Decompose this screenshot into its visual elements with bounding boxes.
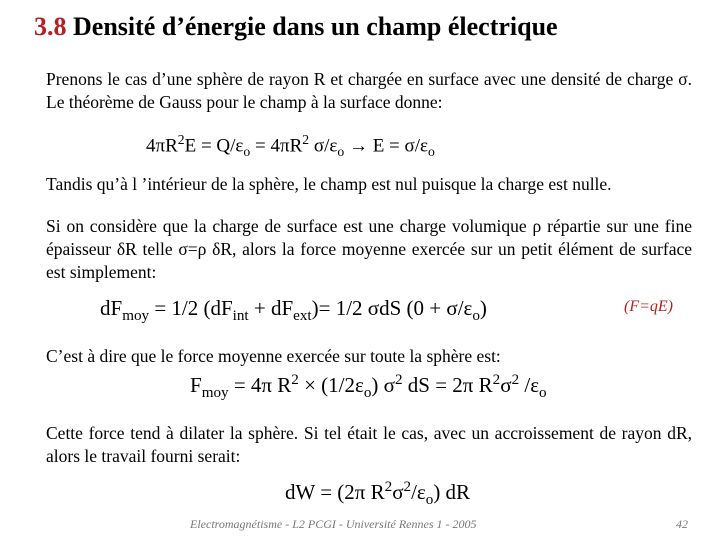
title-text: Densité d’énergie dans un champ électrique [73,12,558,41]
equation-work: dW = (2π $R^2\sigma^2/\varepsilon_o$) dR [285,479,471,509]
paragraph-total-force: C’est à dire que le force moyenne exercée sur toute la sphère est: [46,346,501,366]
title-number-sub: 8 [53,12,67,41]
paragraph-intro: Prenons le cas d’une sphère de rayon R et chargée en surface avec une densité de charge σ. Le théorème de Gauss pour le champ à la surface donne: [46,69,692,112]
equation-mean-force: $dF_{moy} = 1/2$ $(dF_{int} + dF_{ext})= 1/2$ σdS $(0 + \sigma/\varepsilon_o)$ [100,296,487,325]
paragraph-work: Cette force tend à dilater la sphère. Si tel était le cas, avec un accroissement de rayon dR, alors le travail fourni serait: [46,423,692,466]
title-number: 3. [34,12,54,41]
equation-total-force: $F_{moy} = 4\pi$ $R^2 \times (1/2\varepsilon_o)$ $\sigma^2$ dS = 2π $R^2\sigma^2$ $/\varepsilon_o$ [190,372,547,402]
implies-arrow: → [344,135,373,157]
page-number: 42 [676,517,688,531]
note-force-formula: (F=qE) [624,298,673,315]
slide-title [34,12,558,42]
paragraph-volume-charge: Si on considère que la charge de surface est une charge volumique ρ répartie sur une fine épaisseur δR telle σ=ρ δR, alors la force moyenne exercée sur un petit élément de surface est simplement: [46,216,692,282]
paragraph-inside: Tandis qu’à l ’intérieur de la sphère, le champ est nul puisque la charge est nulle. [46,174,612,194]
equation-gauss: $4\pi R^2E = Q/\varepsilon_o = 4\pi R^2$ $\sigma/\varepsilon_o \to E = \sigma/\varepsilon_o$ [146,132,435,160]
footer-text: Electromagnétisme - L2 PCGI - Université Rennes 1 - 2005 [190,517,477,531]
